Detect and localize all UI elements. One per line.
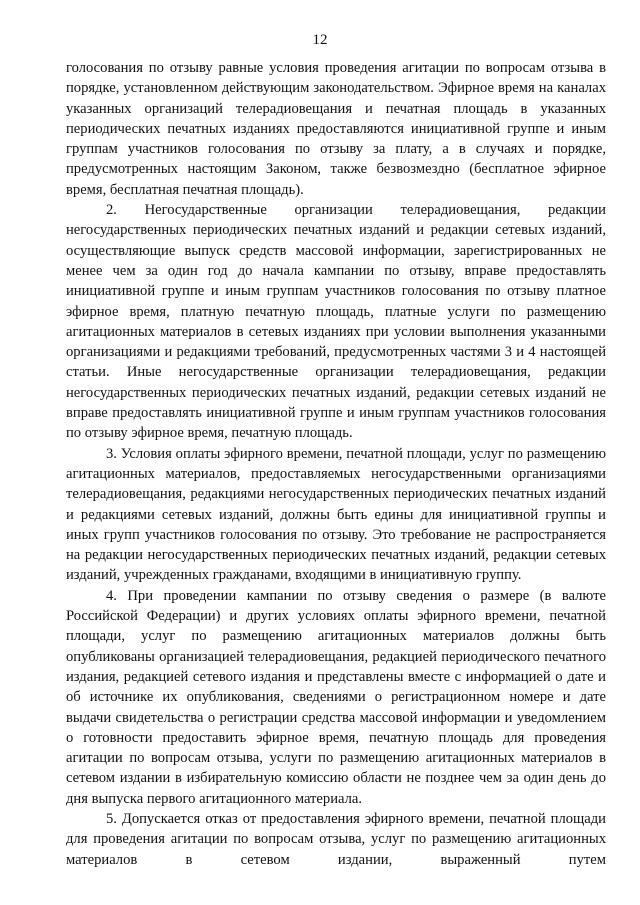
paragraph-5: 5. Допускается отказ от предоставления эфирного времени, печатной площади для проведения агитации по вопросам отзыва, услуг по размещению агитационных материалов в сетевом издании, выраженный путем — [66, 810, 606, 868]
paragraph-4: 4. При проведении кампании по отзыву сведения о размере (в валюте Российской Федерации) и других условиях оплаты эфирного времени, печатной площади, услуг по размещению агитационных материалов должны быть опубликованы организацией телерадиовещания, редакцией периодического печатного издания, редакцией сетевого издания и представлены вместе с информацией о дате и об источнике их опубликования, сведениями о регистрационном номере и дате выдачи свидетельства о регистрации средства массовой информации и уведомлением о готовности предоставить эфирное время, печатную площадь для проведения агитации по вопросам отзыва, услуги по размещению агитационных материалов в сетевом издании в избирательную комиссию области не позднее чем за один день до дня выпуска первого агитационного материала. — [66, 587, 606, 807]
paragraph-3: 3. Условия оплаты эфирного времени, печатной площади, услуг по размещению агитационных материалов, предоставляемых негосударственными организациями телерадиовещания, редакциями негосударственных периодических печатных изданий и редакциями сетевых изданий, должны быть едины для инициативной группы и иных групп участников голосования по отзыву. Это требование не распространяется на редакции негосударственных периодических печатных изданий, редакции сетевых изданий, учрежденных гражданами, входящими в инициативную группу. — [66, 445, 606, 584]
paragraph-2: 2. Негосударственные организации телерадиовещания, редакции негосударственных периодических печатных изданий и редакции сетевых изданий, осуществляющие выпуск средств массовой информации, зарегистрированных не менее чем за один год до начала кампании по отзыву, вправе предоставлять инициативной группе и иным группам участников голосования по отзыву платное эфирное время, платную печатную площадь, платные услуги по размещению агитационных материалов в сетевых изданиях при условии выполнения указанными организациями и редакциями требований, предусмотренных частями 3 и 4 настоящей статьи. Иные негосударственные организации телерадиовещания, редакции негосударственных периодических печатных изданий, редакции сетевых изданий не вправе предоставлять инициативной группе и иным группам участников голосования по отзыву эфирное время, печатную площадь. — [66, 202, 606, 442]
paragraph-continuation: голосования по отзыву равные условия проведения агитации по вопросам отзыва в порядке, установленном действующим законодательством. Эфирное время на каналах указанных организаций телерадиовещания и печатная площадь в указанных периодических печатных изданиях предоставляются инициативной группе и иным группам участников голосования по отзыву за плату, а в случаях и порядке, предусмотренных настоящим Законом, также безвозмездно (бесплатное эфирное время, бесплатная печатная площадь). — [66, 60, 606, 198]
document-body — [66, 58, 606, 870]
page-number: 12 — [312, 32, 328, 48]
